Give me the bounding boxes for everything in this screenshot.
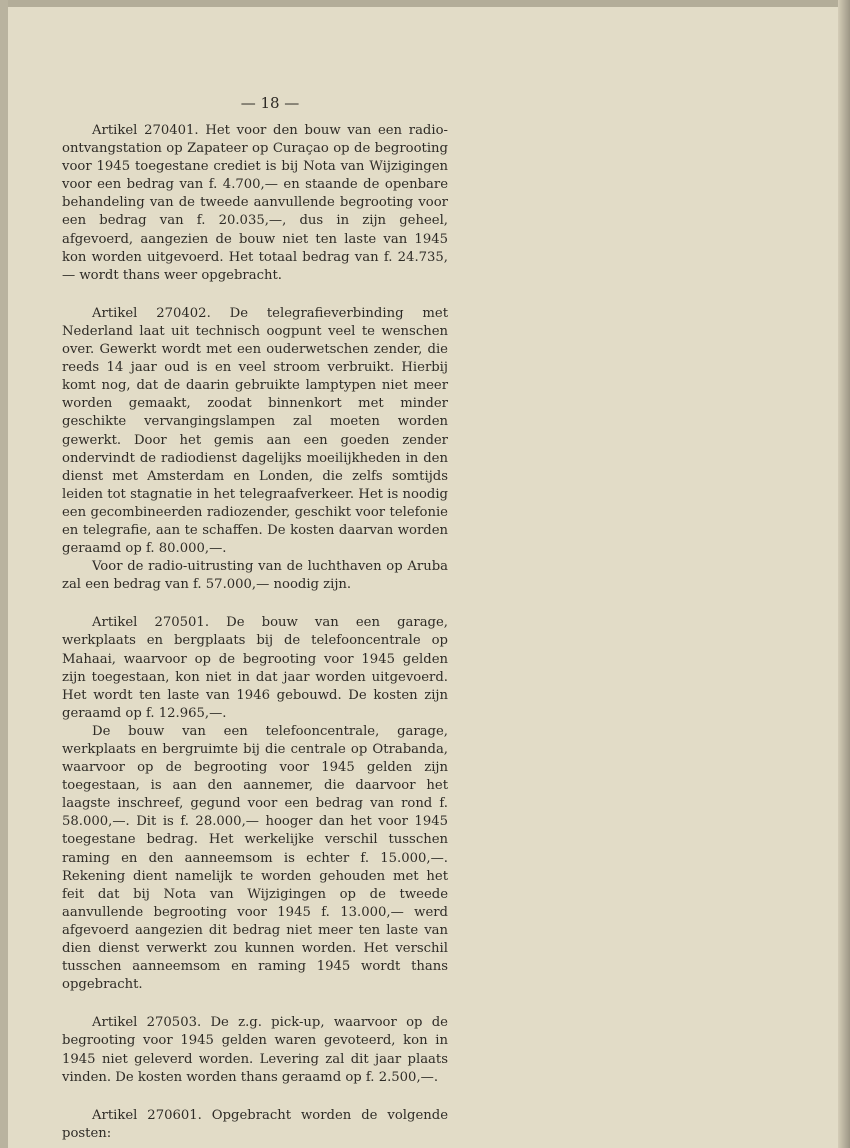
article-270503	[62, 1014, 448, 1086]
article-270501	[62, 614, 448, 994]
paragraph: Voor de radio-uitrusting van de luchthaven op Aruba zal een bedrag van f. 57.000,— noodig zijn.	[62, 559, 448, 593]
scan-left-edge	[0, 0, 8, 1148]
page-number: — 18 —	[240, 94, 300, 112]
paragraph: De bouw van een telefooncentrale, garage, werkplaats en bergruimte bij die centrale op Otrabanda, waarvoor op de begrooting voor 1945 gelden zijn toegestaan, is aan den aannemer, die daarvoor het laagste inschreef, gegund voor een bedrag van rond f. 58.000,—. Dit is f. 28.000,— hooger dan het voor 1945 toegestane bedrag. Het werkelijke verschil tusschen raming en den aanneemsom is echter f. 15.000,—. Rekening dient namelijk te worden gehouden met het feit dat bij Nota van Wijzigingen op de tweede aanvullende begrooting voor 1945 f. 13.000,— werd afgevoerd aangezien dit bedrag niet meer ten laste van dien dienst verwerkt zou kunnen worden. Het verschil tusschen aanneemsom en raming 1945 wordt thans opgebracht.	[62, 723, 448, 993]
article-270601	[62, 1107, 448, 1143]
article-270402	[62, 305, 448, 595]
scan-top-edge	[0, 0, 850, 7]
scan-right-edge	[838, 0, 850, 1148]
body-text	[62, 122, 448, 1143]
paragraph: Artikel 270601. Opgebracht worden de volgende posten:	[62, 1107, 448, 1141]
article-270401	[62, 122, 448, 285]
paragraph: Artikel 270401. Het voor den bouw van een radio-ontvangstation op Zapateer op Curaçao op de begrooting voor 1945 toegestane crediet is bij Nota van Wijzigingen voor een bedrag van f. 4.700,— en staande de openbare behandeling van de tweede aanvullende begrooting voor een bedrag van f. 20.035,—, dus in zijn geheel, afgevoerd, aangezien de bouw niet ten laste van 1945 kon worden uitgevoerd. Het totaal bedrag van f. 24.735,— wordt thans weer opgebracht.	[62, 123, 448, 283]
paragraph: Artikel 270402. De telegrafieverbinding met Nederland laat uit technisch oogpunt veel te wenschen over. Gewerkt wordt met een ouderwetschen zender, die reeds 14 jaar oud is en veel stroom verbruikt. Hierbij komt nog, dat de daarin gebruikte lamptypen niet meer worden gemaakt, zoodat binnenkort met minder geschikte vervangingslampen zal moeten worden gewerkt. Door het gemis aan een goeden zender ondervindt de radiodienst dagelijks moeilijkheden in den dienst met Amsterdam en Londen, die zelfs somtijds leiden tot stagnatie in het telegraafverkeer. Het is noodig een gecombineerden radiozender, geschikt voor telefonie en telegrafie, aan te schaffen. De kosten daarvan worden geraamd op f. 80.000,—.	[62, 305, 448, 557]
paragraph: Artikel 270503. De z.g. pick-up, waarvoor op de begrooting voor 1945 gelden waren gevoteerd, kon in 1945 niet geleverd worden. Levering zal dit jaar plaats vinden. De kosten worden thans geraamd op f. 2.500,—.	[62, 1015, 448, 1085]
paragraph: Artikel 270501. De bouw van een garage, werkplaats en bergplaats bij de telefooncentrale op Mahaai, waarvoor op de begrooting voor 1945 gelden zijn toegestaan, kon niet in dat jaar worden uitgevoerd. Het wordt ten laste van 1946 gebouwd. De kosten zijn geraamd op f. 12.965,—.	[62, 615, 448, 721]
